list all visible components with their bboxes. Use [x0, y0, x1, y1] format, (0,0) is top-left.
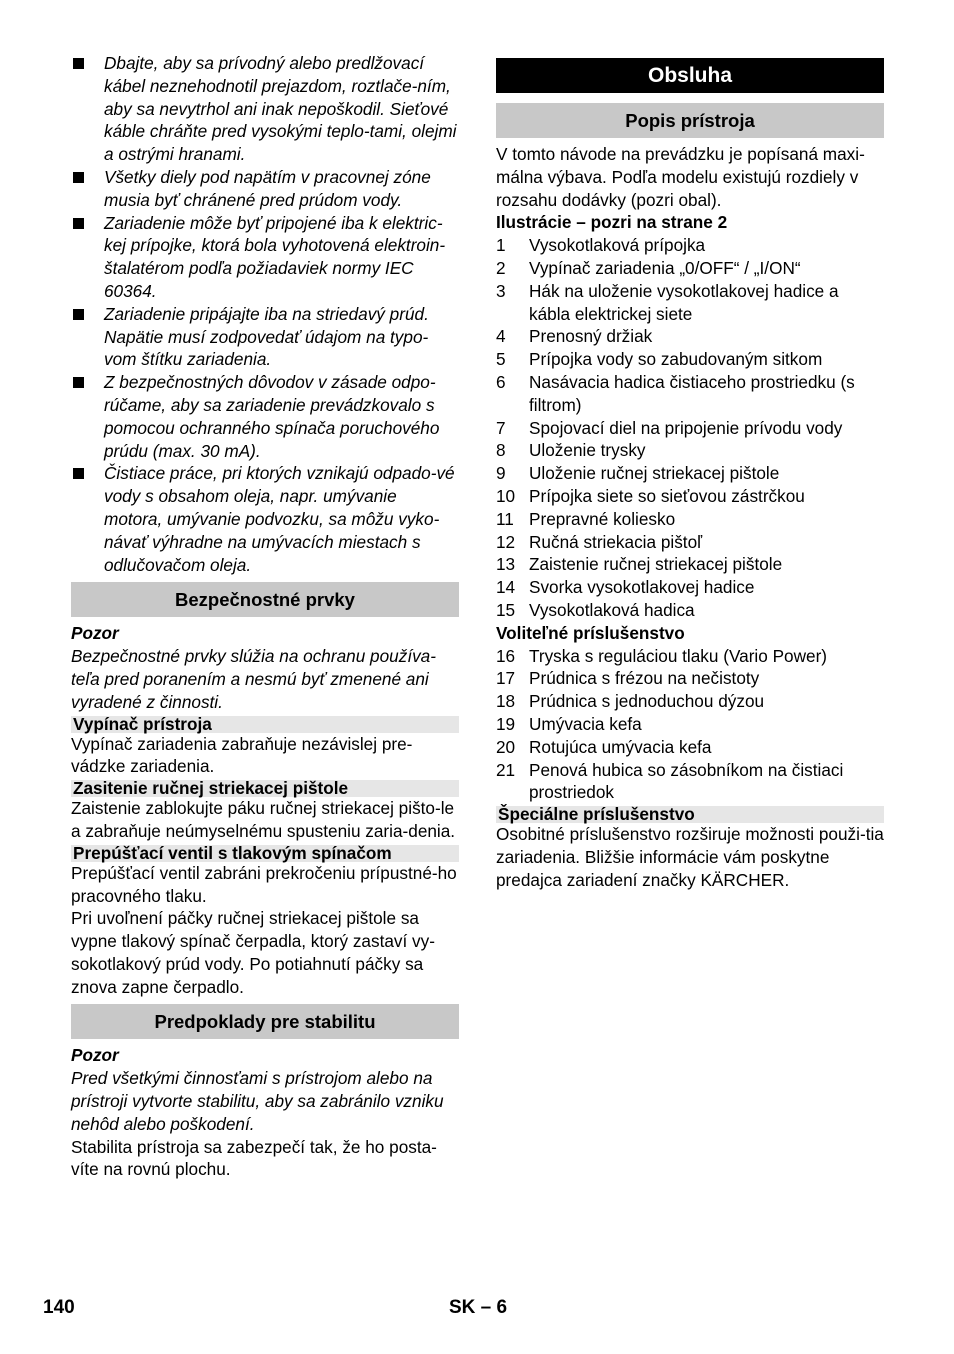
item-text: Vypínač zariadenia „0/OFF“ / „I/ON“: [529, 257, 801, 278]
item-text: Uloženie ručnej striekacej pištole: [529, 463, 780, 484]
list-item: [71, 303, 459, 371]
list-item: [496, 485, 884, 508]
item-number: 7: [496, 417, 506, 438]
item-text: Umývacia kefa: [529, 713, 642, 734]
item-number: 12: [496, 531, 516, 552]
list-item: [496, 531, 884, 554]
item-text: Nasávacia hadica čistiaceho prostriedku (s filtrom): [529, 371, 855, 415]
list-item: [496, 553, 884, 576]
item-number: 10: [496, 485, 516, 506]
item-text: Uloženie trysky: [529, 440, 646, 461]
item-number: 2: [496, 257, 506, 278]
list-item: [496, 439, 884, 462]
list-item: [496, 348, 884, 371]
item-number: 8: [496, 440, 506, 461]
square-bullet-icon: [73, 309, 84, 320]
square-bullet-icon: [73, 172, 84, 183]
item-number: 16: [496, 645, 516, 666]
item-number: 17: [496, 668, 516, 689]
list-item: [496, 759, 884, 805]
list-item: [496, 462, 884, 485]
item-number: 9: [496, 463, 506, 484]
bullet-text: Zariadenie môže byť pripojené iba k elektric-kej prípojke, ktorá bola vyhotovená elektroin-štalatérom podľa požiadaviek normy IEC 60364.: [104, 212, 446, 301]
item-number: 14: [496, 577, 516, 598]
item-text: Penová hubica so zásobníkom na čistiaci prostriedok: [529, 759, 844, 803]
item-text: Prípojka vody so zabudovaným sitkom: [529, 349, 823, 370]
item-text: Prípojka siete so sieťovou zástrčkou: [529, 485, 805, 506]
item-number: 6: [496, 371, 506, 392]
item-text: Spojovací diel na pripojenie prívodu vody: [529, 417, 843, 438]
bullet-text: Všetky diely pod napätím v pracovnej zóne musia byť chránené pred prúdom vody.: [104, 166, 431, 210]
overflow-valve-heading: Prepúšťací ventil s tlakovým spínačom: [71, 845, 459, 862]
device-description-heading: Popis prístroja: [496, 103, 884, 138]
list-item: [496, 667, 884, 690]
bullet-text: Dbajte, aby sa prívodný alebo predlžovací kábel neznehodnotil prejazdom, roztlače-ním, aby sa nevytrhol ani inak nepoškodil. Sieťové káble chráňte pred vysokými teplo-tami, olejmi a ostrými hranami.: [104, 53, 457, 165]
item-number: 15: [496, 599, 516, 620]
list-item: [71, 52, 459, 166]
page-number: 140: [43, 1297, 75, 1318]
square-bullet-icon: [73, 468, 84, 479]
item-text: Prúdnica s jednoduchou dýzou: [529, 691, 765, 712]
item-text: Zaistenie ručnej striekacej pištole: [529, 554, 783, 575]
stability-heading: Predpoklady pre stabilitu: [71, 1004, 459, 1039]
list-item: [496, 599, 884, 622]
item-number: 3: [496, 280, 506, 301]
gun-lock-heading: Zasitenie ručnej striekacej pištole: [71, 780, 459, 797]
item-number: 21: [496, 759, 516, 780]
list-item: [496, 576, 884, 599]
bullet-text: Zariadenie pripájajte iba na striedavý prúd. Napätie musí zodpovedať údajom na typo-vom štítku zariadenia.: [104, 303, 429, 370]
parts-list: [496, 234, 884, 622]
safety-bullet-list: [71, 52, 459, 576]
list-item: [496, 713, 884, 736]
item-number: 20: [496, 736, 516, 757]
device-switch-heading: Vypínač prístroja: [71, 716, 459, 733]
overflow-valve-text: Prepúšťací ventil zabráni prekročeniu prípustné-ho pracovného tlaku.: [71, 862, 457, 906]
list-item: [71, 371, 459, 462]
item-text: Rotujúca umývacia kefa: [529, 736, 712, 757]
item-number: 11: [496, 508, 514, 529]
caution-label: Pozor: [71, 1045, 119, 1066]
gun-lock-text: Zaistenie zablokujte páku ručnej striekacej pišto-le a zabraňuje neúmyselnému spusteniu zaria-denia.: [71, 798, 456, 841]
item-number: 4: [496, 326, 506, 347]
optional-accessories-list: [496, 645, 884, 805]
square-bullet-icon: [73, 218, 84, 229]
list-item: [496, 257, 884, 280]
list-item: [496, 508, 884, 531]
bullet-text: Z bezpečnostných dôvodov v zásade odpo-rúčame, aby sa zariadenie prevádzkovalo s pomocou ochranného spínača poruchového prúdu (max. 30 mA).: [104, 372, 440, 461]
list-item: [496, 371, 884, 417]
item-text: Tryska s reguláciou tlaku (Vario Power): [529, 645, 828, 666]
intro-text: V tomto návode na prevádzku je popísaná maxi-málna výbava. Podľa modelu existujú rozdiely v rozsahu dodávky (pozri obal).: [496, 144, 865, 210]
list-item: [71, 166, 459, 212]
list-item: [496, 417, 884, 440]
list-item: [496, 234, 884, 257]
stability-text: Stabilita prístroja sa zabezpečí tak, že ho posta-víte na rovnú plochu.: [71, 1136, 437, 1180]
special-accessories-text: Osobitné príslušenstvo rozširuje možnosti použi-tia zariadenia. Bližšie informácie vám poskytne predajca zariadení značky KÄRCHER.: [496, 824, 884, 890]
section-label: SK – 6: [449, 1297, 508, 1318]
item-text: Vysokotlaková prípojka: [529, 235, 706, 256]
item-number: 5: [496, 349, 506, 370]
overflow-valve-text-2: Pri uvoľnení páčky ručnej striekacej pištole sa vypne tlakový spínač čerpadla, ktorý zastaví vy-sokotlakový prúd vody. Po potiahnutí páčky sa znova zapne čerpadlo.: [71, 908, 435, 997]
caution-label: Pozor: [71, 623, 119, 644]
list-item: [496, 325, 884, 348]
item-number: 19: [496, 713, 516, 734]
bullet-text: Čistiace práce, pri ktorých vznikajú odpado-vé vody s obsahom oleja, napr. umývanie motora, umývanie podvozku, sa môžu vyko-návať výhradne na umývacích miestach s odlučovačom oleja.: [104, 463, 455, 575]
special-accessories-heading: Špeciálne príslušenstvo: [496, 806, 884, 823]
item-text: Prepravné koliesko: [529, 508, 676, 529]
illustrations-label: Ilustrácie – pozri na strane 2: [496, 212, 728, 233]
list-item: [496, 690, 884, 713]
item-text: Ručná striekacia pištoľ: [529, 531, 703, 552]
item-text: Prúdnica s frézou na nečistoty: [529, 668, 760, 689]
item-number: 1: [496, 235, 506, 256]
list-item: [71, 212, 459, 303]
right-column: [496, 52, 884, 892]
item-text: Prenosný držiak: [529, 326, 653, 347]
device-switch-text: Vypínač zariadenia zabraňuje nezávislej pre-vádzke zariadenia.: [71, 733, 413, 777]
operation-heading: Obsluha: [496, 58, 884, 93]
safety-features-heading: Bezpečnostné prvky: [71, 582, 459, 617]
optional-accessories-label: Voliteľné príslušenstvo: [496, 622, 685, 643]
list-item: [496, 280, 884, 326]
list-item: [496, 736, 884, 759]
item-number: 18: [496, 691, 516, 712]
list-item: [71, 462, 459, 576]
item-text: Svorka vysokotlakovej hadice: [529, 577, 755, 598]
item-text: Vysokotlaková hadica: [529, 599, 695, 620]
item-number: 13: [496, 554, 516, 575]
caution-text: Pred všetkými činnosťami s prístrojom alebo na prístroji vytvorte stabilitu, aby sa zabránilo vzniku nehôd alebo poškodení.: [71, 1068, 444, 1134]
caution-text: Bezpečnostné prvky slúžia na ochranu používa-teľa pred poranením a nesmú byť zmenené ani vyradené z činnosti.: [71, 646, 436, 712]
left-column: [71, 52, 459, 1181]
item-text: Hák na uloženie vysokotlakovej hadice a kábla elektrickej siete: [529, 280, 839, 324]
list-item: [496, 645, 884, 668]
square-bullet-icon: [73, 377, 84, 388]
square-bullet-icon: [73, 58, 84, 69]
